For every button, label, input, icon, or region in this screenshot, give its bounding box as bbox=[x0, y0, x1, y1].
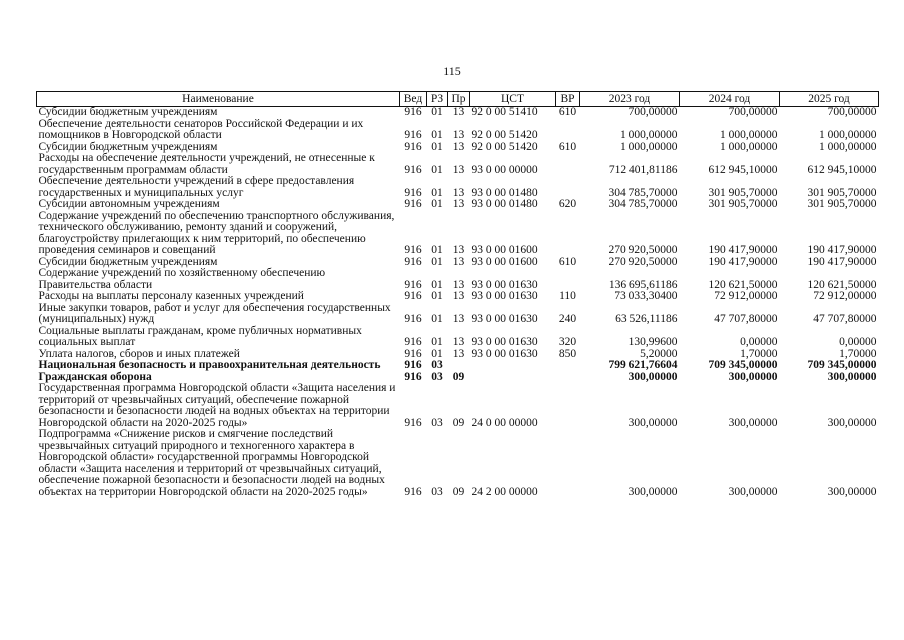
table-row bbox=[37, 119, 879, 142]
row-rz: 03 bbox=[431, 370, 443, 383]
row-value-2025: 1 000,00000 bbox=[819, 140, 877, 153]
row-value-2023: 712 401,81186 bbox=[608, 163, 678, 176]
row-ved: 916 bbox=[404, 186, 422, 199]
row-cst: 93 0 00 01630 bbox=[471, 347, 538, 360]
row-name: Социальные выплаты гражданам, кроме публичных нормативных социальных выплат bbox=[38, 324, 362, 348]
row-value-2025: 47 707,80000 bbox=[813, 313, 877, 325]
row-value-2024: 612 945,10000 bbox=[708, 163, 778, 176]
row-rz: 01 bbox=[431, 336, 443, 348]
row-value-2024: 700,00000 bbox=[728, 106, 778, 118]
row-ved: 916 bbox=[404, 244, 422, 256]
row-rz: 01 bbox=[431, 278, 443, 291]
row-value-2024: 709 345,00000 bbox=[708, 359, 778, 371]
row-value-2025: 300,00000 bbox=[827, 416, 877, 429]
row-ved: 916 bbox=[404, 140, 422, 153]
row-vr bbox=[556, 268, 580, 291]
row-value-2023: 130,99600 bbox=[628, 336, 678, 348]
table-row bbox=[37, 211, 879, 257]
row-cst: 93 0 00 01600 bbox=[471, 255, 538, 268]
row-vr: 240 bbox=[558, 313, 577, 325]
row-pr: 13 bbox=[452, 290, 465, 302]
table-row bbox=[37, 360, 879, 372]
row-value-2023: 73 033,30400 bbox=[614, 290, 678, 302]
header-name: Наименование bbox=[37, 92, 400, 107]
row-vr bbox=[556, 176, 580, 199]
row-name: Гражданская оборона bbox=[38, 370, 152, 383]
row-name: Расходы на выплаты персоналу казенных учреждений bbox=[38, 290, 304, 302]
row-value-2023: 700,00000 bbox=[628, 106, 678, 118]
row-pr: 13 bbox=[452, 347, 465, 360]
row-cst: 24 0 00 00000 bbox=[471, 416, 538, 429]
row-vr: 610 bbox=[558, 255, 577, 268]
row-cst: 92 0 00 51420 bbox=[471, 140, 538, 153]
row-cst bbox=[470, 360, 556, 372]
row-rz: 01 bbox=[431, 140, 443, 153]
header-cst: ЦСТ bbox=[470, 92, 556, 107]
row-value-2023: 270 920,50000 bbox=[608, 244, 678, 256]
table-row bbox=[37, 383, 879, 429]
row-vr bbox=[556, 360, 580, 372]
row-ved: 916 bbox=[404, 290, 422, 302]
row-name: Обеспечение деятельности сенаторов Российской Федерации и их помощников в Новгородской области bbox=[38, 117, 364, 141]
row-pr: 13 bbox=[452, 186, 465, 199]
row-vr bbox=[556, 119, 580, 142]
table-row bbox=[37, 199, 879, 211]
row-value-2024: 0,00000 bbox=[740, 336, 778, 348]
row-rz: 01 bbox=[431, 347, 443, 360]
row-vr: 850 bbox=[558, 347, 577, 360]
row-ved: 916 bbox=[404, 336, 422, 348]
header-2024: 2024 год bbox=[680, 92, 780, 107]
row-value-2023: 304 785,70000 bbox=[608, 198, 678, 210]
row-ved: 916 bbox=[404, 198, 422, 210]
row-value-2024: 300,00000 bbox=[728, 485, 778, 498]
row-cst: 92 0 00 51410 bbox=[471, 106, 538, 118]
row-pr: 13 bbox=[452, 163, 465, 176]
row-pr: 13 bbox=[452, 313, 465, 325]
row-pr: 13 bbox=[452, 336, 465, 348]
row-pr: 13 bbox=[452, 198, 465, 210]
row-name: Содержание учреждений по обеспечению транспортного обслуживания, технического обслуживанию, ремонту зданий и сооружений, благоустройству прилегающих к ним территорий, по обеспечению проведения семинаров и совещаний bbox=[38, 209, 395, 256]
row-name: Уплата налогов, сборов и иных платежей bbox=[38, 347, 240, 360]
row-pr bbox=[448, 360, 470, 372]
row-name: Подпрограмма «Снижение рисков и смягчение последствий чрезвычайных ситуаций природного и техногенного характера в Новгородской области» государственной программы Новгородской области «Защита населения и территорий от чрезвычайных ситуаций, обеспечение пожарной безопасности и безопасности людей на водных объектах на территории Новгородской области на 2020-2025 годы» bbox=[38, 428, 385, 498]
row-cst bbox=[470, 372, 556, 384]
row-rz: 01 bbox=[431, 244, 443, 256]
row-value-2024: 301 905,70000 bbox=[708, 198, 778, 210]
row-rz: 01 bbox=[431, 313, 443, 325]
row-name: Субсидии автономным учреждениям bbox=[38, 198, 220, 210]
row-cst: 93 0 00 01630 bbox=[471, 313, 538, 325]
row-value-2025: 301 905,70000 bbox=[807, 198, 877, 210]
table-row bbox=[37, 291, 879, 303]
table-row bbox=[37, 176, 879, 199]
table-row bbox=[37, 153, 879, 176]
row-name: Субсидии бюджетным учреждениям bbox=[38, 106, 218, 118]
header-pr: Пр bbox=[448, 92, 470, 107]
row-vr bbox=[556, 429, 580, 498]
row-value-2025: 300,00000 bbox=[827, 485, 877, 498]
row-rz: 03 bbox=[431, 359, 443, 371]
row-value-2025: 1,70000 bbox=[839, 347, 877, 360]
row-name: Расходы на обеспечение деятельности учреждений, не отнесенные к государственным программам области bbox=[38, 152, 375, 176]
row-value-2024: 47 707,80000 bbox=[714, 313, 778, 325]
row-cst: 93 0 00 01480 bbox=[471, 198, 538, 210]
row-rz: 01 bbox=[431, 106, 443, 118]
row-vr bbox=[556, 153, 580, 176]
row-rz: 01 bbox=[431, 290, 443, 302]
row-pr: 13 bbox=[452, 129, 465, 141]
row-name: Национальная безопасность и правоохранительная деятельность bbox=[38, 359, 381, 371]
table-row bbox=[37, 326, 879, 349]
row-value-2023: 304 785,70000 bbox=[608, 186, 678, 199]
row-cst: 93 0 00 01480 bbox=[471, 186, 538, 199]
row-pr: 09 bbox=[452, 485, 465, 498]
row-name: Субсидии бюджетным учреждениям bbox=[38, 255, 218, 268]
row-value-2023: 270 920,50000 bbox=[608, 255, 678, 268]
row-value-2023: 136 695,61186 bbox=[608, 278, 678, 291]
row-value-2025: 190 417,90000 bbox=[807, 244, 877, 256]
row-value-2024: 300,00000 bbox=[728, 416, 778, 429]
row-ved: 916 bbox=[404, 313, 422, 325]
row-vr: 620 bbox=[558, 198, 577, 210]
row-value-2024: 72 912,00000 bbox=[714, 290, 778, 302]
row-cst: 24 2 00 00000 bbox=[471, 485, 538, 498]
row-ved: 916 bbox=[404, 278, 422, 291]
row-value-2023: 300,00000 bbox=[628, 416, 678, 429]
row-ved: 916 bbox=[404, 370, 422, 383]
row-rz: 01 bbox=[431, 186, 443, 199]
row-pr: 13 bbox=[452, 244, 465, 256]
row-value-2025: 709 345,00000 bbox=[807, 359, 877, 371]
row-value-2023: 5,20000 bbox=[640, 347, 678, 360]
row-rz: 01 bbox=[431, 163, 443, 176]
row-cst: 92 0 00 51420 bbox=[471, 129, 538, 141]
row-cst: 93 0 00 01630 bbox=[471, 278, 538, 291]
row-cst: 93 0 00 01630 bbox=[471, 290, 538, 302]
row-value-2024: 190 417,90000 bbox=[708, 255, 778, 268]
table-row bbox=[37, 429, 879, 498]
row-value-2023: 1 000,00000 bbox=[620, 140, 678, 153]
row-value-2024: 301 905,70000 bbox=[708, 186, 778, 199]
row-value-2023: 300,00000 bbox=[628, 370, 678, 383]
row-ved: 916 bbox=[404, 163, 422, 176]
row-value-2024: 300,00000 bbox=[728, 370, 778, 383]
row-pr: 09 bbox=[452, 370, 465, 383]
row-vr: 610 bbox=[558, 106, 577, 118]
row-value-2025: 612 945,10000 bbox=[807, 163, 877, 176]
row-vr bbox=[556, 211, 580, 257]
row-value-2024: 190 417,90000 bbox=[708, 244, 778, 256]
row-value-2025: 72 912,00000 bbox=[813, 290, 877, 302]
row-rz: 03 bbox=[431, 485, 443, 498]
row-value-2025: 190 417,90000 bbox=[807, 255, 877, 268]
row-value-2025: 301 905,70000 bbox=[807, 186, 877, 199]
table-header-row bbox=[37, 92, 879, 107]
row-value-2025: 120 621,50000 bbox=[807, 278, 877, 291]
row-rz: 01 bbox=[431, 255, 443, 268]
table-row bbox=[37, 303, 879, 326]
row-name: Государственная программа Новгородской области «Защита населения и территорий от чрезвычайных ситуаций, обеспечение пожарной безопасности и безопасности людей на водных объектах на территории Новгородской области на 2020-2025 годы» bbox=[38, 382, 396, 429]
header-2023: 2023 год bbox=[580, 92, 680, 107]
row-ved: 916 bbox=[404, 129, 422, 141]
row-ved: 916 bbox=[404, 485, 422, 498]
header-2025: 2025 год bbox=[780, 92, 879, 107]
row-ved: 916 bbox=[404, 359, 422, 371]
table-body bbox=[37, 107, 879, 499]
row-ved: 916 bbox=[404, 106, 422, 118]
row-name: Иные закупки товаров, работ и услуг для обеспечения государственных (муниципальных) нужд bbox=[38, 301, 391, 325]
row-vr bbox=[556, 383, 580, 429]
header-rz: РЗ bbox=[427, 92, 448, 107]
row-value-2024: 1 000,00000 bbox=[720, 129, 778, 141]
budget-table bbox=[36, 91, 879, 498]
row-cst: 93 0 00 01630 bbox=[471, 336, 538, 348]
row-vr bbox=[556, 372, 580, 384]
row-pr: 13 bbox=[452, 255, 465, 268]
table-row bbox=[37, 268, 879, 291]
row-pr: 13 bbox=[452, 140, 465, 153]
page-number: 115 bbox=[443, 64, 461, 78]
row-ved: 916 bbox=[404, 255, 422, 268]
row-name: Содержание учреждений по хозяйственному обеспечению Правительства области bbox=[38, 267, 326, 291]
table-row bbox=[37, 107, 879, 119]
row-value-2023: 300,00000 bbox=[628, 485, 678, 498]
row-value-2025: 0,00000 bbox=[839, 336, 877, 348]
row-rz: 01 bbox=[431, 129, 443, 141]
row-rz: 01 bbox=[431, 198, 443, 210]
row-value-2023: 1 000,00000 bbox=[620, 129, 678, 141]
row-pr: 13 bbox=[452, 106, 465, 118]
row-name: Обеспечение деятельности учреждений в сфере предоставления государственных и муниципальных услуг bbox=[38, 175, 355, 199]
row-value-2024: 1,70000 bbox=[740, 347, 778, 360]
row-vr: 320 bbox=[558, 336, 577, 348]
header-vr: ВР bbox=[556, 92, 580, 107]
row-value-2025: 700,00000 bbox=[827, 106, 877, 118]
row-value-2023: 799 621,76604 bbox=[608, 359, 678, 371]
header-ved: Вед bbox=[400, 92, 427, 107]
row-vr: 610 bbox=[558, 140, 577, 153]
row-name: Субсидии бюджетным учреждениям bbox=[38, 140, 218, 153]
row-value-2024: 120 621,50000 bbox=[708, 278, 778, 291]
row-value-2025: 300,00000 bbox=[827, 370, 877, 383]
row-cst: 93 0 00 00000 bbox=[471, 163, 538, 176]
row-pr: 09 bbox=[452, 416, 465, 429]
row-ved: 916 bbox=[404, 347, 422, 360]
row-value-2023: 63 526,11186 bbox=[615, 313, 678, 325]
row-cst: 93 0 00 01600 bbox=[471, 244, 538, 256]
row-vr: 110 bbox=[559, 290, 576, 302]
row-ved: 916 bbox=[404, 416, 422, 429]
row-value-2024: 1 000,00000 bbox=[720, 140, 778, 153]
row-rz: 03 bbox=[431, 416, 443, 429]
row-pr: 13 bbox=[452, 278, 465, 291]
row-value-2025: 1 000,00000 bbox=[819, 129, 877, 141]
